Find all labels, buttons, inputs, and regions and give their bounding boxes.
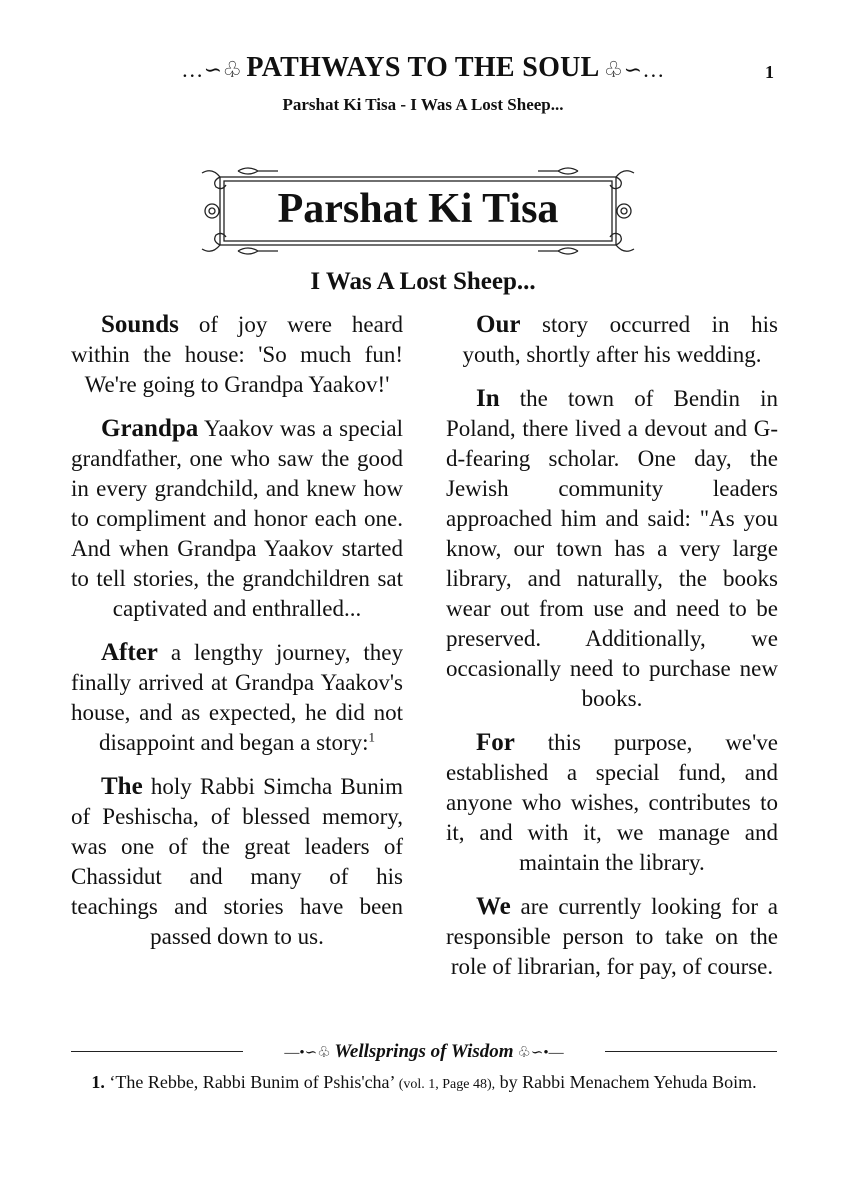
paragraph-lead-word: We bbox=[476, 893, 511, 920]
paragraph-text: Yaakov was a special grandfather, one who saw the good in every grandchild, and knew how to compliment and honor each one. And when Grandpa Yaakov started to tell stories, the grandchildren sat captivated and enthralled... bbox=[71, 416, 403, 621]
paragraph bbox=[446, 728, 778, 878]
paragraph bbox=[71, 310, 403, 400]
paragraph-lead-word: In bbox=[476, 385, 500, 412]
left-column bbox=[71, 310, 403, 966]
paragraph-lead-word: Sounds bbox=[101, 311, 179, 338]
right-column bbox=[446, 310, 778, 996]
running-header bbox=[0, 52, 846, 84]
article-title: I Was A Lost Sheep... bbox=[310, 268, 536, 295]
paragraph bbox=[71, 772, 403, 952]
paragraph-text: a lengthy journey, they finally arrived at Grandpa Yaakov's house, and as expected, he did not disappoint and began a story: bbox=[71, 640, 403, 755]
paragraph-text: holy Rabbi Simcha Bunim of Peshischa, of blessed memory, was one of the great leaders of Chassidut and many of his teachings and stories have been passed down to us. bbox=[71, 774, 403, 949]
paragraph bbox=[71, 638, 403, 758]
paragraph-lead-word: For bbox=[476, 729, 515, 756]
paragraph-text: story occurred in his youth, shortly after his wedding. bbox=[462, 312, 778, 367]
parsha-title: Parshat Ki Tisa bbox=[277, 186, 559, 232]
divider-rule-right bbox=[605, 1051, 777, 1052]
footnote-divider bbox=[71, 1040, 777, 1064]
footnote-reference[interactable]: 1 bbox=[368, 729, 376, 745]
title-frame bbox=[198, 165, 638, 257]
paragraph-text: the town of Bendin in Poland, there lived a devout and G-d-fearing scholar. One day, the Jewish community leaders approached him and said: "As you know, our town has a very large library, and naturally, the books wear out from use and need to be preserved. Additionally, we occasionally need to purchase new books. bbox=[446, 386, 778, 711]
footnote bbox=[71, 1070, 777, 1097]
paragraph-text: are currently looking for a responsible person to take on the role of librarian, for pay, of course. bbox=[446, 894, 778, 979]
divider-ornament-right-icon: ♧∽•— bbox=[513, 1045, 564, 1061]
paragraph-lead-word: Our bbox=[476, 311, 521, 338]
divider-label-text: Wellsprings of Wisdom bbox=[334, 1041, 514, 1062]
ornament-right-icon: ♧∽… bbox=[603, 56, 665, 82]
footnote-author: by Rabbi Menachem Yehuda Boim. bbox=[499, 1072, 757, 1092]
divider-ornament-left-icon: —•∽♧ bbox=[284, 1045, 335, 1061]
paragraph bbox=[446, 310, 778, 370]
paragraph-lead-word: After bbox=[101, 639, 158, 666]
footnote-number: 1. bbox=[91, 1072, 105, 1092]
page-subtitle: Parshat Ki Tisa - I Was A Lost Sheep... bbox=[282, 95, 564, 114]
divider-label bbox=[243, 1040, 605, 1065]
paragraph bbox=[446, 892, 778, 982]
paragraph-text: this purpose, we've established a special fund, and anyone who wishes, contributes to it, and with it, we manage and maintain the library. bbox=[446, 730, 778, 875]
paragraph-lead-word: The bbox=[101, 773, 143, 800]
footnote-volume: (vol. 1, Page 48), bbox=[398, 1077, 496, 1092]
ornament-left-icon: …∽♧ bbox=[181, 56, 243, 82]
divider-rule-left bbox=[71, 1051, 243, 1052]
paragraph-text: of joy were heard within the house: 'So much fun! We're going to Grandpa Yaakov!' bbox=[71, 312, 403, 397]
paragraph bbox=[446, 384, 778, 714]
paragraph bbox=[71, 414, 403, 624]
footnote-title: ‘The Rebbe, Rabbi Bunim of Pshis'cha’ bbox=[109, 1072, 395, 1092]
running-title: PATHWAYS TO THE SOUL bbox=[246, 52, 600, 83]
paragraph-lead-word: Grandpa bbox=[101, 415, 199, 442]
page-number: 1 bbox=[765, 62, 774, 82]
